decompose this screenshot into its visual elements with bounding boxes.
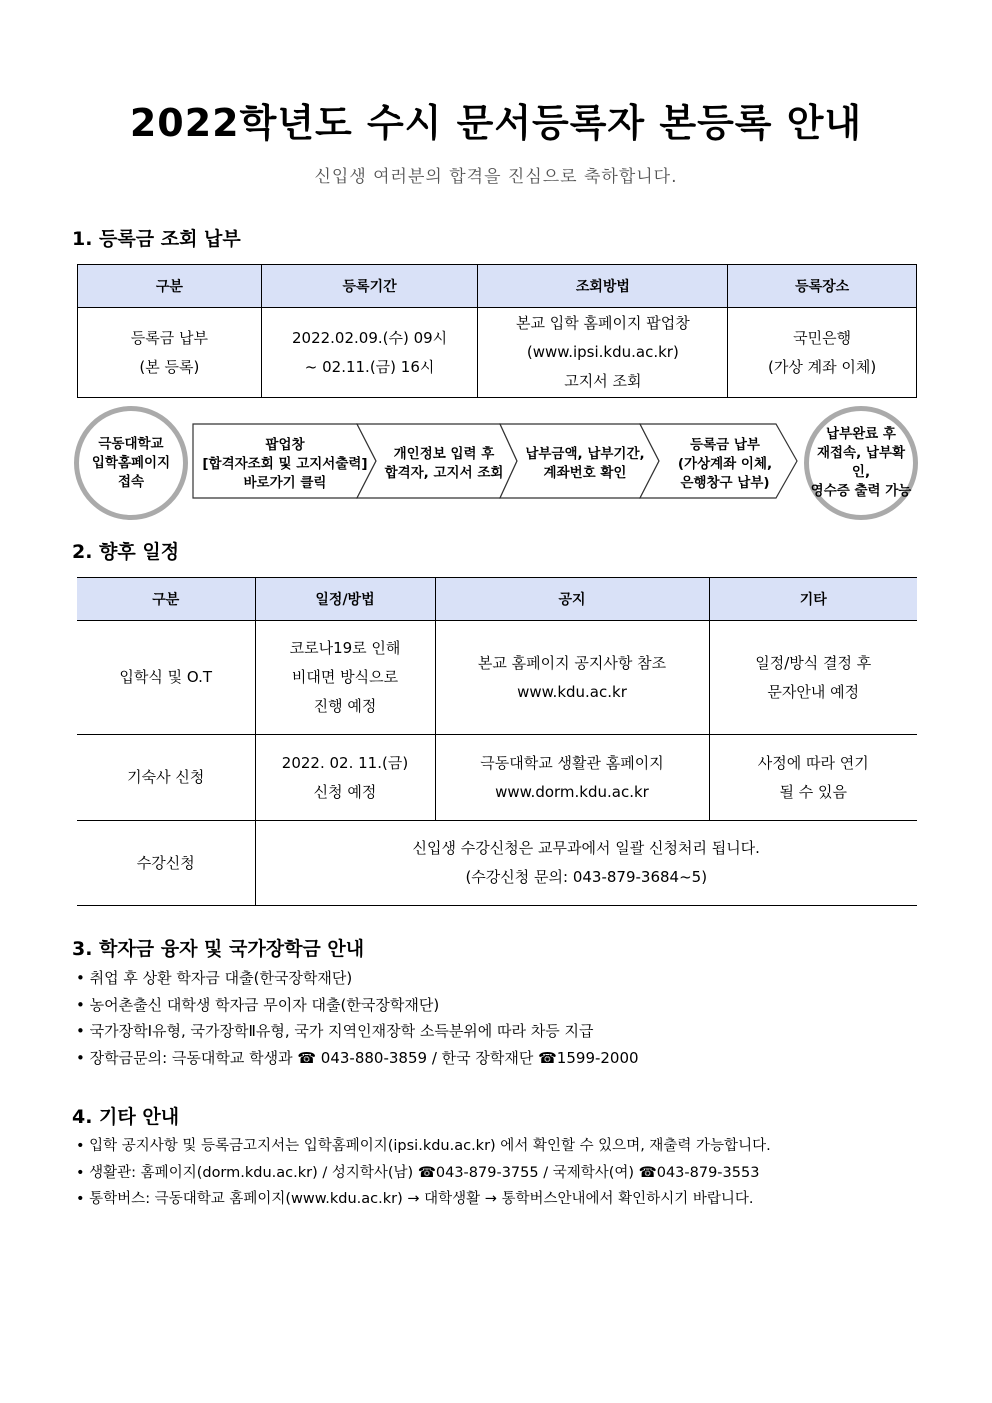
cell-text: 국민은행	[793, 328, 852, 347]
page-subtitle: 신입생 여러분의 합격을 진심으로 축하합니다.	[314, 167, 678, 187]
flow-text: 개인정보 입력 후	[393, 446, 495, 462]
flow-text: 극동대학교	[98, 435, 164, 452]
header-period: 등록기간	[261, 265, 478, 308]
header-schedule: 일정/방법	[255, 578, 435, 621]
scholarship-list	[76, 965, 639, 1071]
cell-text: 본교 입학 홈페이지 팝업창	[516, 314, 690, 332]
cell-text: 본교 홈페이지 공지사항 참조	[477, 653, 667, 672]
flow-text: 재접속, 납부확인,	[816, 445, 906, 480]
registration-flow	[72, 404, 922, 522]
cell-text: 문자안내 예정	[767, 682, 860, 701]
tuition-table-header	[78, 265, 917, 308]
flow-start-circle	[74, 406, 188, 520]
header-notice: 공지	[435, 578, 709, 621]
cell-text: 2022. 02. 11.(금)	[281, 753, 409, 772]
section3-heading: 3. 학자금 융자 및 국가장학금 안내	[72, 938, 365, 960]
list-item: • 생활관: 홈페이지(dorm.kdu.ac.kr) / 성지학사(남) ☎043-879-3755 / 국제학사(여) ☎043-879-3553	[76, 1164, 760, 1181]
flow-text: 바로가기 클릭	[243, 474, 327, 491]
flow-text: 영수증 출력 가능	[810, 483, 912, 499]
cell-text: 극동대학교 생활관 홈페이지	[480, 753, 664, 772]
schedule-table-header	[77, 578, 917, 621]
flow-text: (가상계좌 이체,	[677, 455, 773, 472]
cell-place	[728, 308, 917, 398]
cell-text: 사정에 따라 연기	[757, 753, 869, 772]
cell-text: (가상 계좌 이체)	[768, 357, 877, 376]
flow-text: 계좌번호 확인	[543, 465, 627, 481]
list-item: • 농어촌출신 대학생 학자금 무이자 대출(한국장학재단)	[76, 995, 440, 1014]
cell-etc	[709, 735, 917, 821]
cell-period	[261, 308, 478, 398]
flow-text: 납부금액, 납부기간,	[525, 446, 645, 462]
cell-text: 신청 예정	[313, 782, 377, 801]
cell-text: 진행 예정	[313, 697, 377, 715]
other-info-list	[76, 1133, 771, 1213]
cell-etc	[709, 621, 917, 735]
table-row	[78, 308, 917, 398]
section4-heading: 4. 기타 안내	[72, 1106, 180, 1128]
tuition-table	[77, 264, 917, 398]
flow-text: 입학홈페이지	[91, 454, 171, 471]
flow-text: [합격자조회 및 고지서출력]	[202, 455, 368, 472]
list-item: • 입학 공지사항 및 등록금고지서는 입학홈페이지(ipsi.kdu.ac.kr) 에서 확인할 수 있으며, 재출력 가능합니다.	[76, 1138, 771, 1154]
cell-schedule	[255, 621, 435, 735]
flow-end-circle	[804, 406, 918, 520]
flow-text: 납부완료 후	[826, 426, 896, 442]
cell-text: 코로나19로 인해	[289, 639, 401, 657]
header-category: 구분	[77, 578, 255, 621]
cell-text: (www.ipsi.kdu.ac.kr)	[526, 343, 679, 361]
table-row	[77, 735, 917, 821]
cell-category: 기숙사 신청	[77, 735, 255, 821]
cell-text: www.kdu.ac.kr	[517, 682, 627, 701]
cell-schedule	[255, 735, 435, 821]
flow-step-4	[658, 426, 792, 502]
flow-step-2	[374, 426, 514, 502]
cell-text: 비대면 방식으로	[291, 668, 399, 686]
flow-step-1	[196, 426, 374, 502]
cell-text: 2022.02.09.(수) 09시	[291, 328, 448, 347]
list-item: • 국가장학Ⅰ유형, 국가장학Ⅱ유형, 국가 지역인재장학 소득분위에 따라 차등 지급	[76, 1022, 594, 1040]
cell-course-info	[255, 821, 917, 906]
page-title: 2022학년도 수시 문서등록자 본등록 안내	[129, 101, 863, 145]
header-etc: 기타	[709, 578, 917, 621]
cell-text: 고지서 조회	[564, 372, 642, 390]
table-row	[77, 821, 917, 906]
flow-step-3	[516, 426, 654, 502]
section2-heading: 2. 향후 일정	[72, 541, 180, 563]
cell-category	[78, 308, 262, 398]
cell-text: 될 수 있음	[779, 782, 847, 801]
cell-notice	[435, 621, 709, 735]
cell-category: 입학식 및 O.T	[77, 621, 255, 735]
cell-text: www.dorm.kdu.ac.kr	[495, 782, 649, 801]
flow-text: 접속	[117, 473, 145, 490]
flow-text: 합격자, 고지서 조회	[384, 465, 504, 481]
header-method: 조회방법	[478, 265, 728, 308]
cell-text: (수강신청 문의: 043-879-3684~5)	[465, 868, 708, 886]
flow-text: 등록금 납부	[690, 436, 760, 453]
cell-notice	[435, 735, 709, 821]
flow-text: 팝업창	[265, 436, 305, 453]
header-place: 등록장소	[728, 265, 917, 308]
cell-text: 등록금 납부	[130, 328, 208, 347]
cell-text: (본 등록)	[139, 357, 200, 376]
list-item: • 취업 후 상환 학자금 대출(한국장학재단)	[76, 969, 353, 987]
cell-text: 일정/방식 결정 후	[755, 653, 872, 672]
cell-text: 신입생 수강신청은 교무과에서 일괄 신청처리 됩니다.	[412, 839, 760, 857]
flow-text: 은행창구 납부)	[680, 474, 770, 491]
schedule-table	[77, 577, 917, 906]
section1-heading: 1. 등록금 조회 납부	[72, 228, 241, 250]
cell-category: 수강신청	[77, 821, 255, 906]
cell-method	[478, 308, 728, 398]
list-item: • 통학버스: 극동대학교 홈페이지(www.kdu.ac.kr) → 대학생활 → 통학버스안내에서 확인하시기 바랍니다.	[76, 1191, 754, 1207]
header-category: 구분	[78, 265, 262, 308]
list-item: • 장학금문의: 극동대학교 학생과 ☎ 043-880-3859 / 한국 장학재단 ☎1599-2000	[76, 1048, 639, 1067]
table-row	[77, 621, 917, 735]
cell-text: ~ 02.11.(금) 16시	[304, 357, 435, 376]
